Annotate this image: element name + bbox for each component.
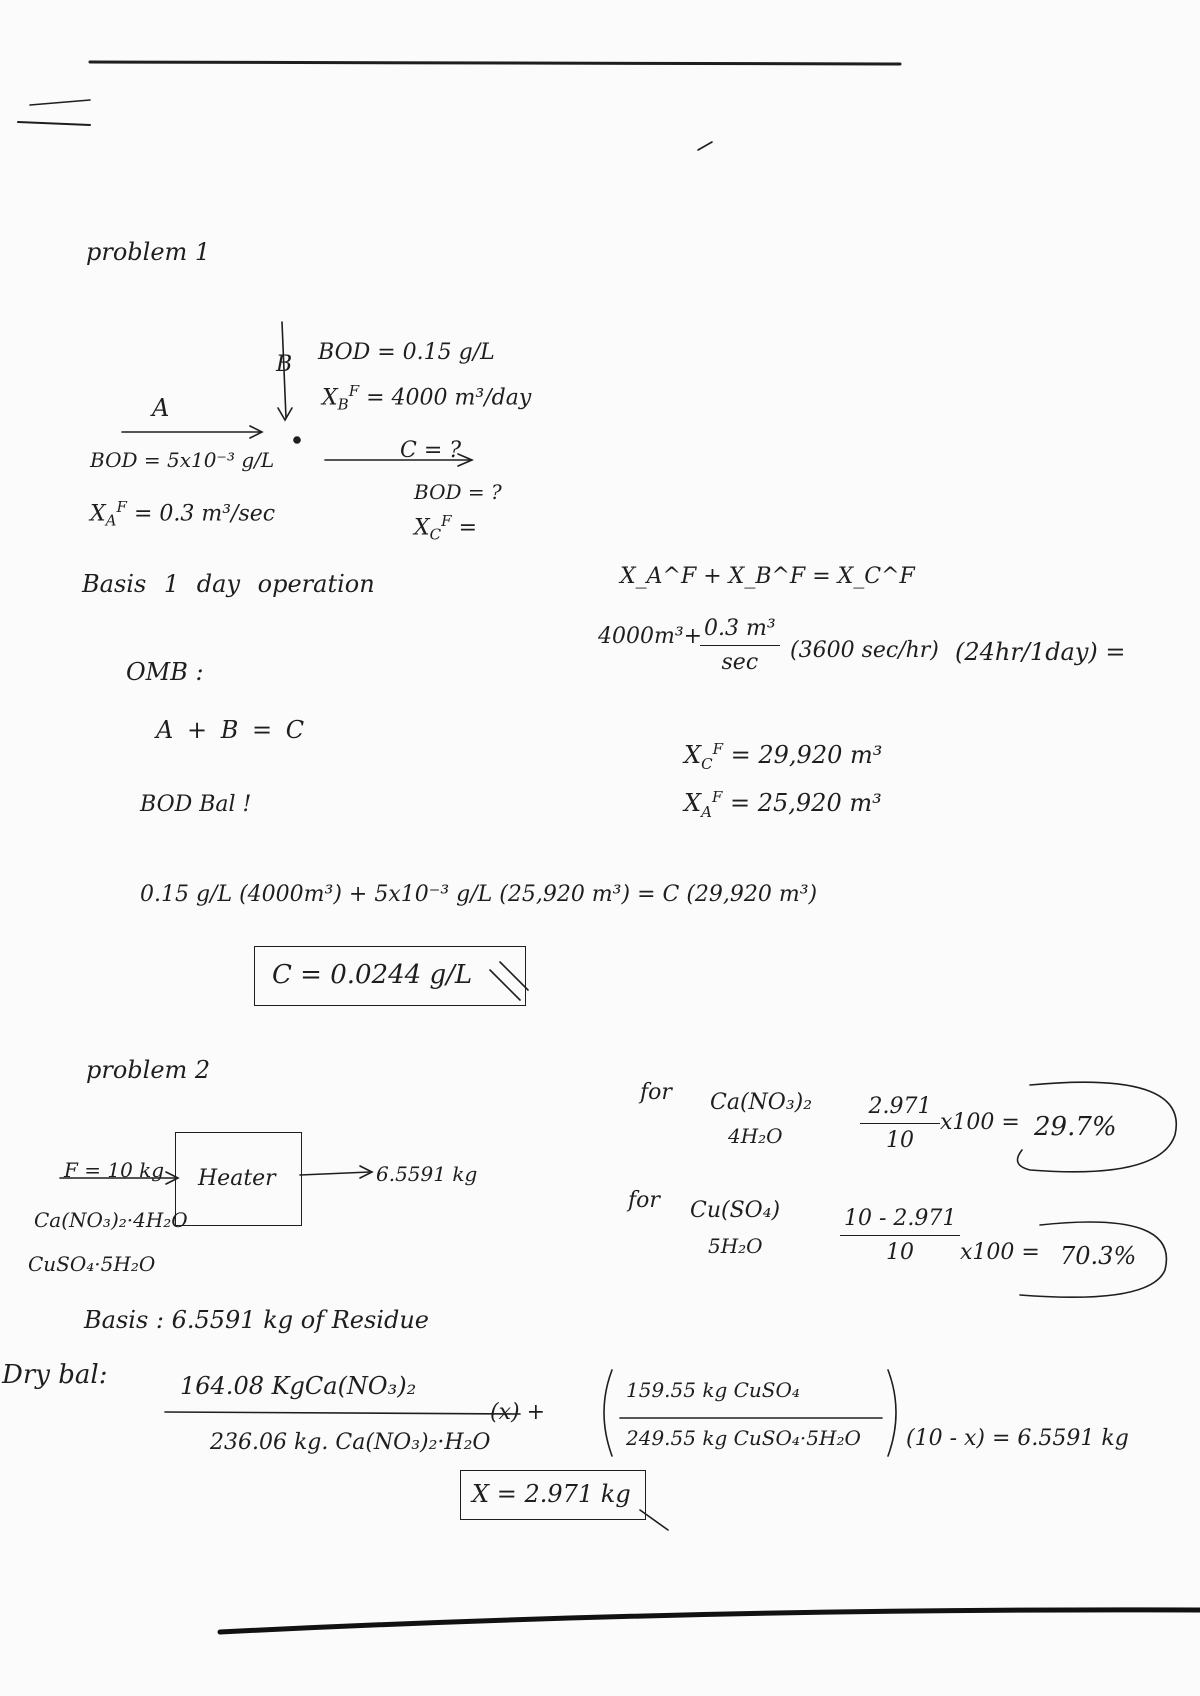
x-answer: X = 2.971 kg: [472, 1480, 631, 1508]
stream-b-label: B: [276, 352, 293, 377]
stream-b-flow-symbol: X: [322, 385, 338, 411]
stream-b-flow-value: = 4000 m³/day: [366, 385, 532, 411]
dry-balance-label: Dry bal:: [2, 1360, 108, 1390]
component-1: Ca(NO₃)₂·4H₂O: [34, 1208, 188, 1232]
pct2-multiplier: x100 =: [960, 1240, 1040, 1265]
answer-c: C = 0.0244 g/L: [272, 960, 473, 990]
pct2-for: for: [628, 1188, 660, 1213]
component-2: CuSO₄·5H₂O: [28, 1252, 156, 1276]
pct1-fraction: [860, 1094, 940, 1153]
problem-1-heading: problem 1: [86, 238, 211, 266]
xc-result: $X_C^F = 29,920$ m³: [684, 740, 883, 773]
dry-frac1-numerator: 164.08 KgCa(NO₃)₂: [180, 1372, 417, 1400]
stream-a-flow-value: = 0.3 m³/sec: [133, 501, 276, 527]
stream-a-bod: BOD = 5x10⁻³ g/L: [90, 448, 275, 472]
pct1-for: for: [640, 1080, 672, 1105]
stream-c-flow-symbol: X: [414, 515, 430, 541]
pct2-species: Cu(SO₄): [690, 1198, 781, 1223]
dry-tail: (10 - x) = 6.5591 kg: [906, 1426, 1129, 1451]
bod-equation: 0.15 g/L (4000m³) + 5x10⁻³ g/L (25,920 m³) = C (29,920 m³): [140, 882, 818, 907]
flow-calc-hours: (3600 sec/hr): [790, 638, 939, 663]
dry-frac2-denominator: 249.55 kg CuSO₄·5H₂O: [626, 1426, 861, 1450]
flow-sum-equation: X_A^F + X_B^F = X_C^F: [620, 564, 915, 589]
pct1-hydrate: 4H₂O: [728, 1124, 783, 1148]
flow-calc-denominator: sec: [721, 650, 759, 675]
dry-frac1-denominator: 236.06 kg. Ca(NO₃)₂·H₂O: [210, 1430, 491, 1455]
pct1-multiplier: x100 =: [940, 1110, 1020, 1135]
pct2-result: 70.3%: [1060, 1242, 1137, 1270]
omb-heading: OMB :: [126, 658, 204, 686]
pct2-hydrate: 5H₂O: [708, 1234, 763, 1258]
problem-2-heading: problem 2: [86, 1056, 211, 1084]
heater-label: Heater: [198, 1166, 276, 1191]
xa-result: $X_A^F = 25,920$ m³: [684, 788, 882, 821]
pct2-denominator: 10: [886, 1240, 914, 1265]
stream-b-flow: $X_B^F = 4000$ m³/day: [322, 382, 532, 414]
dry-frac2-numerator: 159.55 kg CuSO₄: [626, 1378, 800, 1402]
dry-x-term: (x) +: [490, 1400, 545, 1425]
stream-c-bod: BOD = ?: [414, 480, 502, 504]
flow-calc-fraction: [700, 616, 780, 675]
bod-balance-heading: BOD Bal !: [140, 792, 252, 817]
xa-result-value: = 25,920 m³: [730, 789, 882, 817]
pct1-numerator: 2.971: [860, 1094, 940, 1124]
stream-c-label: C = ?: [400, 438, 462, 463]
stream-b-bod: BOD = 0.15 g/L: [318, 340, 495, 365]
pct1-denominator: 10: [886, 1128, 914, 1153]
output-label: 6.5591 kg: [376, 1162, 478, 1186]
stream-a-flow: $X_A^F = 0.3$ m³/sec: [90, 498, 276, 530]
stream-c-flow-value: =: [458, 515, 478, 541]
flow-calc-days: (24hr/1day) =: [955, 638, 1126, 666]
basis-text: Basis 1 day operation: [82, 570, 375, 598]
pct2-numerator: 10 - 2.971: [840, 1206, 960, 1236]
stream-b-arrow: [278, 408, 292, 420]
xc-result-value: = 29,920 m³: [730, 741, 883, 769]
feed-label: F = 10 kg: [64, 1158, 165, 1182]
stream-a-label: A: [152, 394, 170, 422]
pct2-fraction: [840, 1206, 960, 1265]
omb-equation: A + B = C: [156, 716, 305, 744]
flow-calc-prefix: 4000m³+: [598, 624, 703, 649]
basis-2-text: Basis : 6.5591 kg of Residue: [84, 1306, 429, 1334]
pct1-species: Ca(NO₃)₂: [710, 1090, 813, 1115]
stream-a-arrow: [250, 426, 262, 438]
stream-a-flow-symbol: X: [90, 501, 106, 527]
flow-calc-numerator: 0.3 m³: [700, 616, 780, 646]
pct1-result: 29.7%: [1034, 1112, 1117, 1142]
stream-c-flow: $X_C^F$ =: [414, 512, 478, 544]
